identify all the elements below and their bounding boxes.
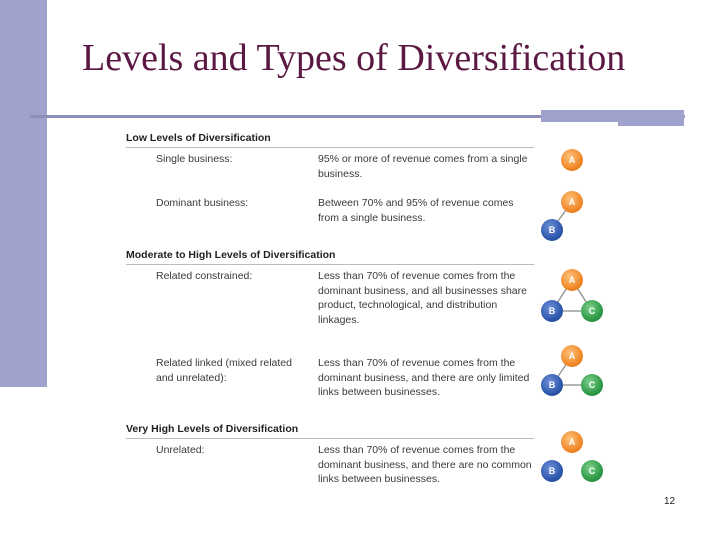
diagram-dominant-business (536, 191, 616, 261)
left-accent-bar (0, 0, 47, 387)
node-b-icon: B (541, 219, 563, 241)
row-description-related-linked: Less than 70% of revenue comes from the dominant business, and there are only limited links between businesses. (318, 357, 530, 398)
row-label-dominant-business: Dominant business: (156, 197, 249, 209)
row-description-dominant-business: Between 70% and 95% of revenue comes from a single business. (318, 197, 514, 224)
section-heading-low: Low Levels of Diversification (126, 132, 271, 144)
node-b-icon: B (541, 460, 563, 482)
section-divider (126, 438, 534, 439)
section-divider (126, 264, 534, 265)
row-label-related-constrained: Related constrained: (156, 270, 253, 282)
diagram-related-constrained (536, 269, 616, 339)
slide-title: Levels and Types of Diversification (82, 37, 626, 79)
row-label-single-business: Single business: (156, 153, 233, 165)
node-b-icon: B (541, 300, 563, 322)
diversification-table (98, 122, 618, 492)
row-description-single-business: 95% or more of revenue comes from a single business. (318, 153, 528, 180)
section-divider (126, 147, 534, 148)
node-a-icon: A (561, 269, 583, 291)
node-a-icon: A (561, 149, 583, 171)
node-c-icon: C (581, 300, 603, 322)
node-c-icon: C (581, 460, 603, 482)
row-label-related-linked: Related linked (mixed related and unrelated): (156, 357, 292, 384)
node-c-icon: C (581, 374, 603, 396)
node-b-icon: B (541, 374, 563, 396)
page-number: 12 (664, 496, 676, 507)
diagram-related-linked (536, 345, 616, 415)
node-a-icon: A (561, 345, 583, 367)
section-heading-moderate-high: Moderate to High Levels of Diversification (126, 249, 336, 261)
row-description-related-constrained: Less than 70% of revenue comes from the dominant business, and all businesses share product, technological, and distribution linkages. (318, 270, 527, 326)
node-a-icon: A (561, 191, 583, 213)
section-heading-very-high: Very High Levels of Diversification (126, 423, 299, 435)
row-description-unrelated: Less than 70% of revenue comes from the dominant business, and there are no common links between businesses. (318, 444, 532, 485)
row-label-unrelated: Unrelated: (156, 444, 205, 456)
diagram-unrelated (536, 431, 616, 501)
node-a-icon: A (561, 431, 583, 453)
